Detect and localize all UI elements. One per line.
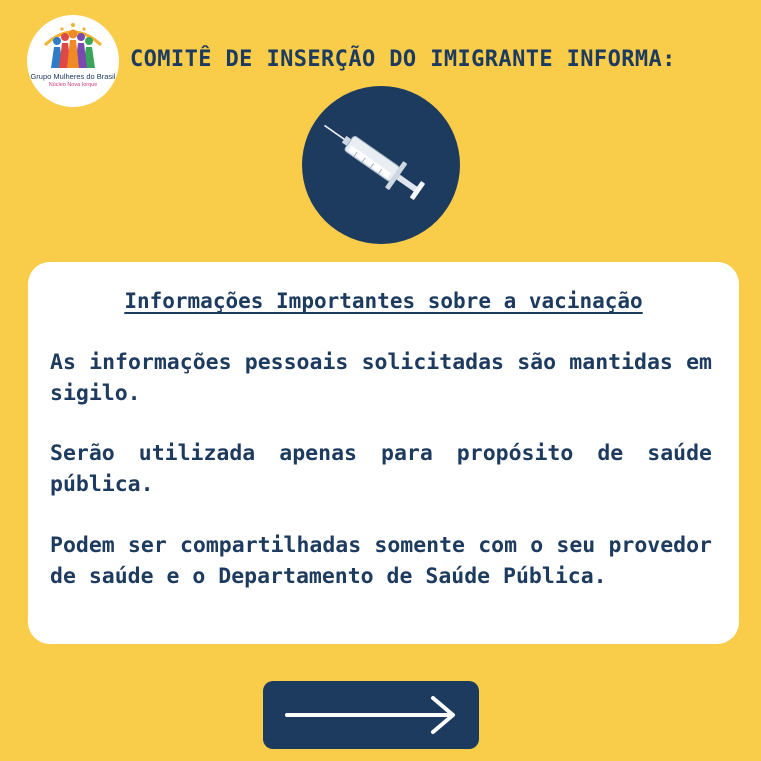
paragraph-sharing: Podem ser compartilhadas somente com o seu provedor de saúde e o Departamento de Saúde Pública. [50,533,712,589]
people-group-icon [27,15,119,107]
header-title: COMITÊ DE INSERÇÃO DO IMIGRANTE INFORMA: [130,47,676,72]
next-button[interactable] [263,681,479,749]
card-title: Informações Importantes sobre a vacinação [124,289,643,313]
paragraph-privacy: As informações pessoais solicitadas são mantidas em sigilo. [50,350,712,406]
arrow-right-icon [263,681,479,749]
info-card [28,262,739,644]
brand-logo [27,15,119,107]
paragraph-purpose: Serão utilizada apenas para propósito de saúde pública. [50,441,712,497]
logo-subtitle: Núcleo Nova Iorque [48,82,98,88]
logo-name: Grupo Mulheres do Brasil [30,72,116,81]
syringe-icon [302,86,460,244]
syringe-badge [302,86,460,244]
